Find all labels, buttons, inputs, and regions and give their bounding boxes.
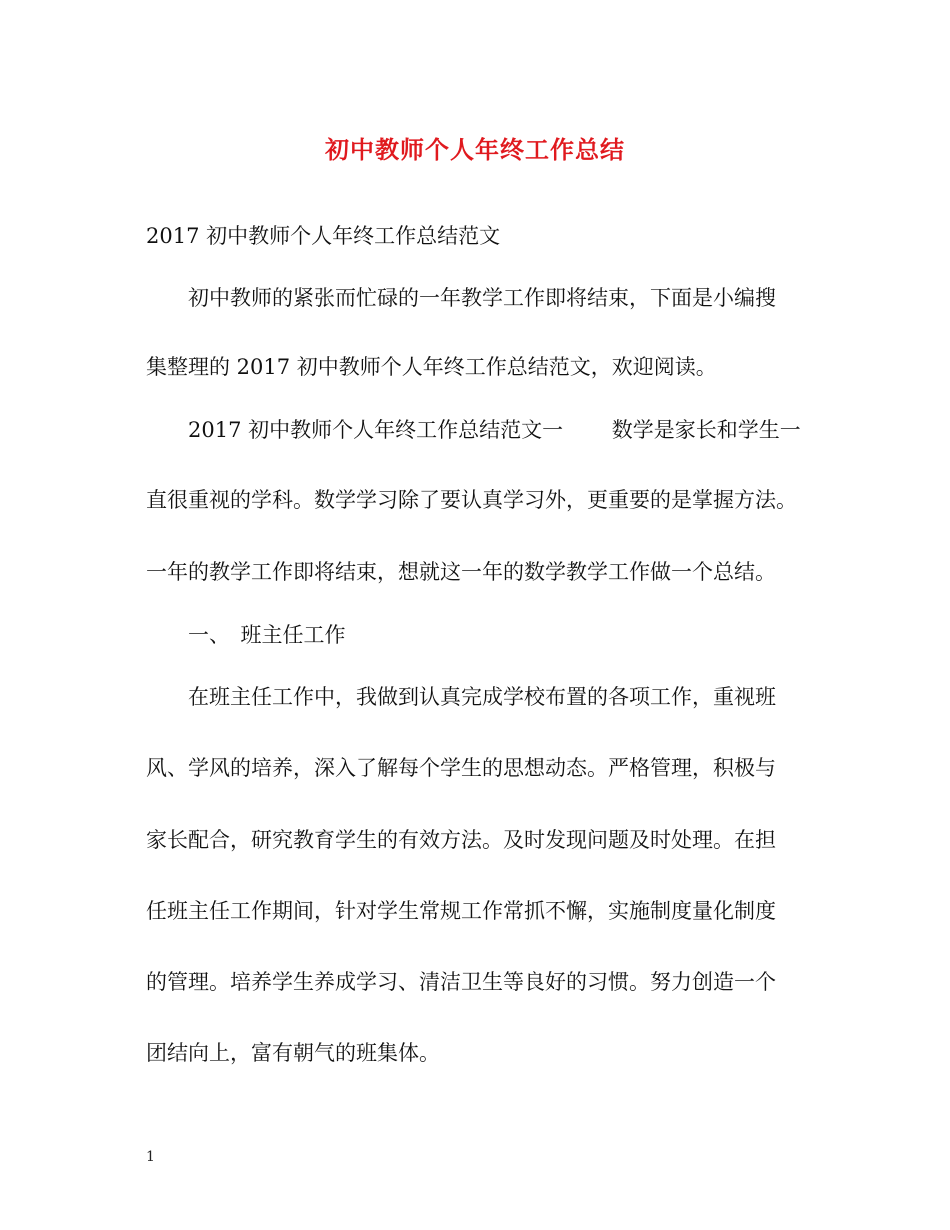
paragraph-line: 直很重视的学科。数学学习除了要认真学习外，更重要的是掌握方法。 xyxy=(146,488,797,512)
paragraph-line: 任班主任工作期间，针对学生常规工作常抓不懈，实施制度量化制度 xyxy=(146,899,776,923)
page-number: 1 xyxy=(146,1149,155,1165)
paragraph-line: 团结向上，富有朝气的班集体。 xyxy=(146,1041,440,1065)
paragraph-line: 风、学风的培养，深入了解每个学生的思想动态。严格管理，积极与 xyxy=(146,756,776,780)
paragraph-line: 初中教师的紧张而忙碌的一年教学工作即将结束，下面是小编搜 xyxy=(188,286,776,310)
paragraph-line: 2017 初中教师个人年终工作总结范文一 数学是家长和学生一 xyxy=(188,418,801,442)
document-title: 初中教师个人年终工作总结 xyxy=(325,135,625,164)
paragraph-line: 的管理。培养学生养成学习、清洁卫生等良好的习惯。努力创造一个 xyxy=(146,970,776,994)
section-heading: 一、 班主任工作 xyxy=(188,623,346,647)
paragraph-line: 一年的教学工作即将结束，想就这一年的数学教学工作做一个总结。 xyxy=(146,560,776,584)
paragraph-line: 家长配合，研究教育学生的有效方法。及时发现问题及时处理。在担 xyxy=(146,828,776,852)
paragraph-line: 在班主任工作中，我做到认真完成学校布置的各项工作，重视班 xyxy=(188,685,776,709)
paragraph-line: 集整理的 2017 初中教师个人年终工作总结范文，欢迎阅读。 xyxy=(146,355,717,379)
subtitle-line: 2017 初中教师个人年终工作总结范文 xyxy=(146,224,501,248)
